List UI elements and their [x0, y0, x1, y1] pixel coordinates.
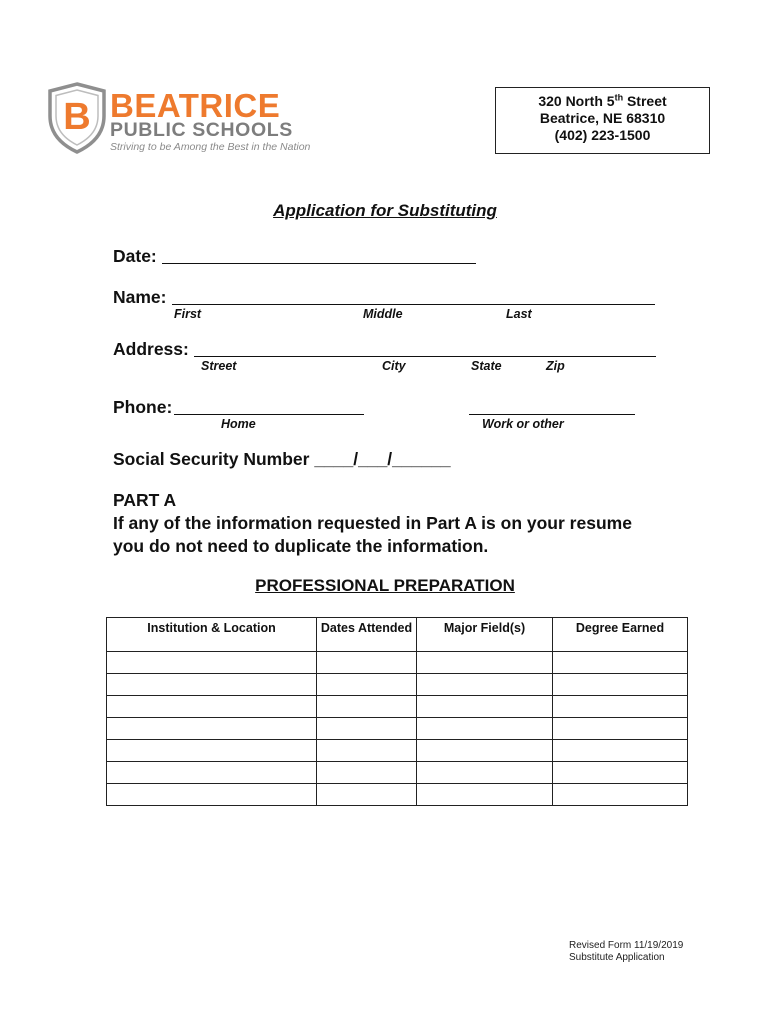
table-row: [107, 718, 688, 740]
table-cell[interactable]: [417, 718, 553, 740]
table-cell[interactable]: [317, 740, 417, 762]
table-row: [107, 762, 688, 784]
table-cell[interactable]: [553, 696, 688, 718]
logo-letter: B: [63, 96, 91, 138]
table-header-row: [107, 618, 688, 652]
table-cell[interactable]: [107, 696, 317, 718]
table-cell[interactable]: [553, 784, 688, 806]
table-cell[interactable]: [107, 740, 317, 762]
table-cell[interactable]: [417, 696, 553, 718]
table-cell[interactable]: [107, 762, 317, 784]
col-institution-header: Institution & Location: [107, 618, 317, 652]
name-middle-caption: Middle: [363, 307, 403, 321]
table-cell[interactable]: [107, 784, 317, 806]
table-row: [107, 674, 688, 696]
table-cell[interactable]: [553, 718, 688, 740]
phone-home-line[interactable]: [174, 414, 364, 415]
table-cell[interactable]: [317, 696, 417, 718]
phone-label: Phone:: [113, 397, 173, 417]
name-label: Name:: [113, 287, 167, 307]
address-label: Address:: [113, 339, 189, 359]
table-cell[interactable]: [317, 718, 417, 740]
table-cell[interactable]: [317, 784, 417, 806]
table-row: [107, 784, 688, 806]
table-cell[interactable]: [553, 762, 688, 784]
col-degree-header: Degree Earned: [553, 618, 688, 652]
address-line-3: (402) 223-1500: [554, 127, 651, 143]
address-city-caption: City: [382, 359, 406, 373]
table-cell[interactable]: [317, 674, 417, 696]
table-cell[interactable]: [417, 762, 553, 784]
address-street-caption: Street: [201, 359, 237, 373]
date-field-line[interactable]: [162, 263, 476, 264]
table-row: [107, 696, 688, 718]
table-cell[interactable]: [553, 652, 688, 674]
table-cell[interactable]: [417, 784, 553, 806]
table-cell[interactable]: [107, 652, 317, 674]
part-a-heading: PART A: [113, 490, 177, 510]
phone-home-caption: Home: [221, 417, 256, 431]
table-row: [107, 740, 688, 762]
school-logo: [46, 82, 311, 154]
footer-revised: Revised Form 11/19/2019: [569, 940, 684, 951]
col-major-header: Major Field(s): [417, 618, 553, 652]
table-cell[interactable]: [417, 652, 553, 674]
logo-subtitle: PUBLIC SCHOOLS: [110, 119, 293, 141]
logo-name: BEATRICE: [110, 87, 281, 124]
table-row: [107, 652, 688, 674]
table-cell[interactable]: [417, 674, 553, 696]
date-label: Date:: [113, 246, 157, 266]
table-cell[interactable]: [107, 718, 317, 740]
page-title: Application for Substituting: [273, 201, 497, 220]
part-a-line-1: If any of the information requested in Part A is on your resume: [113, 513, 632, 533]
table-cell[interactable]: [107, 674, 317, 696]
preparation-table: [106, 617, 688, 806]
address-line-1: 320 North 5th Street: [538, 92, 667, 109]
table-cell[interactable]: [417, 740, 553, 762]
table-cell[interactable]: [553, 674, 688, 696]
table-cell[interactable]: [317, 762, 417, 784]
name-last-caption: Last: [506, 307, 532, 321]
shield-logo-icon: [46, 82, 108, 154]
part-a-line-2: you do not need to duplicate the information.: [113, 536, 489, 556]
name-first-caption: First: [174, 307, 202, 321]
address-field-line[interactable]: [194, 356, 656, 357]
table-cell[interactable]: [317, 652, 417, 674]
phone-work-line[interactable]: [469, 414, 635, 415]
table-cell[interactable]: [553, 740, 688, 762]
footer: [569, 940, 683, 964]
name-field-line[interactable]: [172, 304, 655, 305]
address-line-2: Beatrice, NE 68310: [539, 110, 666, 126]
ssn-label[interactable]: Social Security Number ____/___/______: [113, 449, 451, 469]
col-dates-header: Dates Attended: [317, 618, 417, 652]
phone-work-caption: Work or other: [482, 417, 564, 431]
footer-form-name: Substitute Application: [569, 952, 665, 963]
logo-tagline: Striving to be Among the Best in the Nation: [110, 141, 311, 153]
address-zip-caption: Zip: [546, 359, 565, 373]
address-state-caption: State: [471, 359, 502, 373]
address-box: [495, 87, 710, 154]
section-title: PROFESSIONAL PREPARATION: [255, 576, 515, 595]
